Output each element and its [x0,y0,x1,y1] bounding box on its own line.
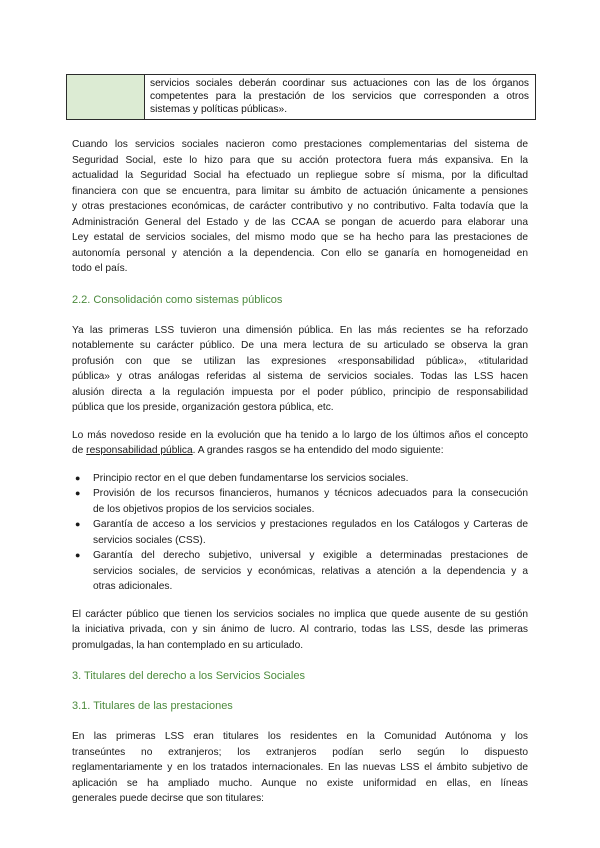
text-line: Ya las primeras LSS tuvieron una dimensión pública. En las más recientes se ha reforzado [72,324,528,336]
quote-table-text [145,75,535,119]
text-line: Lo más novedoso reside en la evolución que ha tenido a lo largo de los últimos años el concepto [72,429,528,441]
text-line: autonomía personal y atención a la dependencia. Con ello se ganaría en homogeneidad en [72,247,528,259]
text-line: El carácter público que tienen los servicios sociales no implica que quede ausente de su gestión [72,608,528,620]
text-line: Principio rector en el que deben fundamentarse los servicios sociales. [93,472,409,484]
paragraph-dimension-publica [72,323,528,416]
text-line: y otras prestaciones económicas, de carácter contributivo y no contributivo. Falta todavía que la [72,201,528,212]
bullet-item [72,517,528,548]
paragraph-iniciativa-privada [72,607,528,654]
text-line: servicios sociales (CSS). [93,534,206,546]
paragraph-seguridad-social [72,137,528,277]
text-line: actualidad la Seguridad Social ha efectuado un repliegue sobre sí misma, por la dificultad [72,170,528,181]
text-line: Garantía del derecho subjetivo, universal y exigible a determinadas prestaciones de [93,550,528,561]
document-body [72,137,528,807]
quote-line: competentes para la prestación de los servicios que corresponden a otros [150,91,529,102]
bullet-item [72,471,528,487]
text-line: profusión con que se utilizan las expresiones «responsabilidad pública», «titularidad [72,355,528,367]
quote-table-side-cell [67,75,145,119]
text-line: Seguridad Social, este lo hizo para que su acción protectora fuera más expansiva. En la [72,154,528,166]
text-line: Garantía de acceso a los servicios y prestaciones regulados en los Catálogos y Carteras de [93,519,528,530]
bullet-list [72,471,528,595]
text-line: todo el país. [72,263,128,274]
text-line: transeúntes no extranjeros; los extranjeros podían serlo según lo dispuesto [72,746,528,758]
section-heading-3: 3. Titulares del derecho a los Servicios Sociales [72,670,305,682]
text-line: reglamentariamente y en los tratados internacionales. En las nuevas LSS el ámbito subjetivo de [72,762,528,773]
bullet-icon: ● [75,488,81,498]
text-line: generales puede decirse que son titulares: [72,793,264,804]
text-line [72,443,528,459]
bullet-item [72,486,528,517]
text-line: Cuando los servicios sociales nacieron como prestaciones complementarias del sistema de [72,139,528,150]
section-heading-2-2: 2.2. Consolidación como sistemas públicos [72,293,283,306]
text-fragment: . A grandes rasgos se ha entendido del modo siguiente: [192,445,444,456]
quote-line: servicios sociales deberán coordinar sus actuaciones con las de los órganos [150,78,529,89]
text-line: aplicación se ha ampliado mucho. Aunque no existe uniformidad en ellas, en líneas [72,777,528,789]
quote-line: sistemas y políticas públicas». [150,104,288,115]
text-line: alusión directa a la regulación impuesta por el poder público, principio de responsabilidad [72,386,528,398]
text-line: En las primeras LSS eran titulares los residentes en la Comunidad Autónoma y los [72,731,528,742]
text-line: Administración General del Estado y de las CCAA se pongan de acuerdo para elaborar una [72,216,528,228]
text-line: otras adicionales. [93,581,173,592]
quote-table [66,74,536,120]
underlined-term: responsabilidad pública [86,445,193,456]
paragraph-responsabilidad [72,428,528,459]
bullet-icon: ● [75,472,81,483]
text-line: Ley estatal de servicios sociales, del mismo modo que se ha hecho para las prestaciones de [72,232,528,243]
text-line: pública que los preside, organización gestora pública, etc. [72,402,334,413]
text-line: pública» y otras análogas referidas al sistema de servicios sociales. Todas las LSS hacen [72,371,528,382]
bullet-item [72,548,528,595]
text-line: de los objetivos propios de los servicios sociales. [93,503,315,515]
bullet-icon: ● [75,519,81,529]
text-line: notablemente su carácter público. De una mera lectura de su articulado se observa la gran [72,340,528,351]
text-line: servicios sociales, de servicios y económicas, relativas a atención a la dependencia y a [93,565,528,577]
paragraph-titulares [72,729,528,807]
text-fragment: de [72,445,87,456]
bullet-icon: ● [75,550,81,560]
text-line: la iniciativa privada, con y sin ánimo de lucro. Al contrario, todas las LSS, desde las primeras [72,624,528,635]
text-line: financiera con que se encuentra, para limitar su ámbito de actuación únicamente a pensiones [72,185,528,197]
text-line: Provisión de los recursos financieros, humanos y técnicos adecuados para la consecución [93,488,528,499]
section-heading-3-1: 3.1. Titulares de las prestaciones [72,700,233,712]
text-line: promulgadas, la han contemplado en su articulado. [72,639,304,651]
